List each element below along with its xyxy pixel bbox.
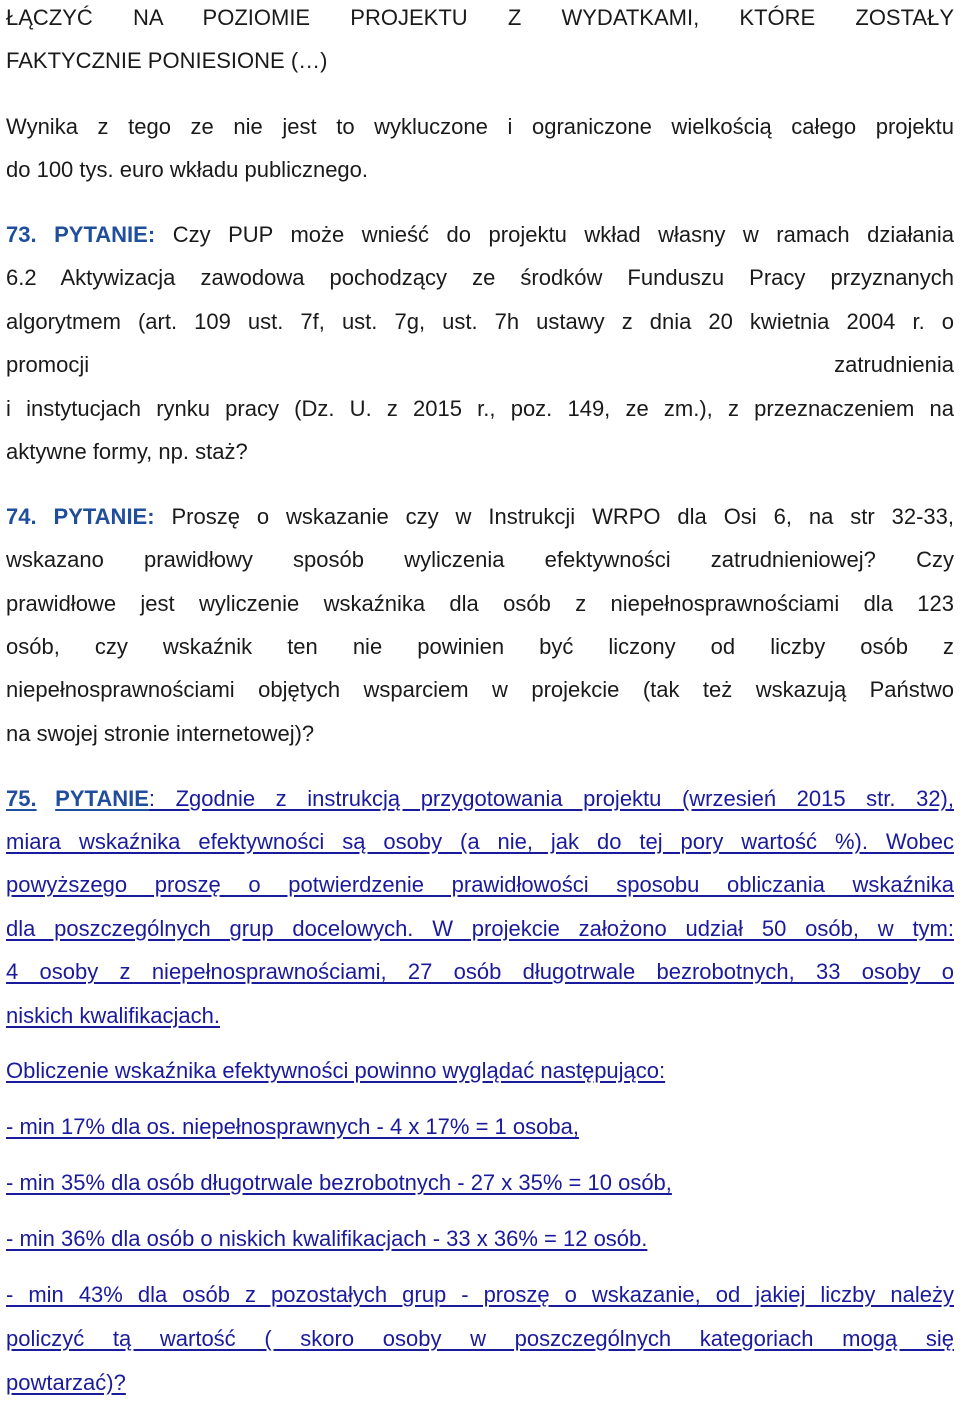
q74-line-1 bbox=[6, 504, 954, 530]
intro-line-1: ŁĄCZYĆ NA POZIOMIE PROJEKTU Z WYDATKAMI, KTÓRE ZOSTAŁY bbox=[6, 5, 954, 30]
q73-number: 73. bbox=[6, 222, 37, 247]
q75-number: 75. bbox=[6, 786, 37, 811]
q75-label: PYTANIE bbox=[55, 786, 149, 811]
q73-line-5: i instytucjach rynku pracy (Dz. U. z 2015 r., poz. 149, ze zm.), z przeznaczeniem na bbox=[6, 396, 954, 421]
q75-line-1 bbox=[6, 786, 954, 812]
calc-item-4-line-2: policzyć tą wartość ( skoro osoby w poszczególnych kategoriach mogą się bbox=[6, 1326, 954, 1351]
intro-line-4: do 100 tys. euro wkładu publicznego. bbox=[6, 157, 369, 182]
q74-number: 74. bbox=[6, 504, 37, 529]
q73-line-3: algorytmem (art. 109 ust. 7f, ust. 7g, ust. 7h ustawy z dnia 20 kwietnia 2004 r. o bbox=[6, 309, 954, 334]
calc-item-4-line-1: - min 43% dla osób z pozostałych grup - proszę o wskazanie, od jakiej liczby należy bbox=[6, 1282, 954, 1307]
q73-line-4: promocji zatrudnienia bbox=[6, 352, 954, 377]
q73-line-2: 6.2 Aktywizacja zawodowa pochodzący ze środków Funduszu Pracy przyznanych bbox=[6, 265, 954, 290]
calc-item-3: - min 36% dla osób o niskich kwalifikacjach - 33 x 36% = 12 osób. bbox=[6, 1226, 648, 1251]
q73-line-1 bbox=[6, 222, 954, 248]
intro-line-2: FAKTYCZNIE PONIESIONE (…) bbox=[6, 48, 328, 73]
q73-label: PYTANIE: bbox=[54, 222, 156, 247]
q75-line-3: powyższego proszę o potwierdzenie prawidłowości sposobu obliczania wskaźnika bbox=[6, 872, 954, 897]
intro-line-3: Wynika z tego ze nie jest to wykluczone i ograniczone wielkością całego projektu bbox=[6, 114, 954, 139]
q75-line-1-text: : Zgodnie z instrukcją przygotowania projektu (wrzesień 2015 str. 32), bbox=[148, 786, 954, 811]
q74-line-1-text: Proszę o wskazanie czy w Instrukcji WRPO dla Osi 6, na str 32-33, bbox=[171, 504, 954, 529]
q74-line-4: osób, czy wskaźnik ten nie powinien być liczony od liczby osób z bbox=[6, 634, 954, 659]
calc-item-1: - min 17% dla os. niepełnosprawnych - 4 x 17% = 1 osoba, bbox=[6, 1114, 579, 1139]
q74-line-5: niepełnosprawnościami objętych wsparciem w projekcie (tak też wskazują Państwo bbox=[6, 677, 954, 702]
q74-label: PYTANIE: bbox=[53, 504, 155, 529]
q75-line-2: miara wskaźnika efektywności są osoby (a nie, jak do tej pory wartość %). Wobec bbox=[6, 829, 954, 854]
q75-line-6: niskich kwalifikacjach. bbox=[6, 1003, 220, 1028]
q74-line-6: na swojej stronie internetowej)? bbox=[6, 721, 315, 746]
calc-item-2: - min 35% dla osób długotrwale bezrobotnych - 27 x 35% = 10 osób, bbox=[6, 1170, 672, 1195]
q74-line-2: wskazano prawidłowy sposób wyliczenia efektywności zatrudnieniowej? Czy bbox=[6, 547, 954, 572]
calc-heading: Obliczenie wskaźnika efektywności powinno wyglądać następująco: bbox=[6, 1058, 666, 1083]
q74-line-3: prawidłowe jest wyliczenie wskaźnika dla osób z niepełnosprawnościami dla 123 bbox=[6, 591, 954, 616]
q75-line-4: dla poszczególnych grup docelowych. W projekcie założono udział 50 osób, w tym: bbox=[6, 916, 954, 941]
q73-line-1-text: Czy PUP może wnieść do projektu wkład własny w ramach działania bbox=[172, 222, 954, 247]
q73-line-6: aktywne formy, np. staż? bbox=[6, 439, 248, 464]
q75-line-5: 4 osoby z niepełnosprawnościami, 27 osób długotrwale bezrobotnych, 33 osoby o bbox=[6, 959, 954, 984]
calc-item-4-line-3: powtarzać)? bbox=[6, 1370, 126, 1395]
